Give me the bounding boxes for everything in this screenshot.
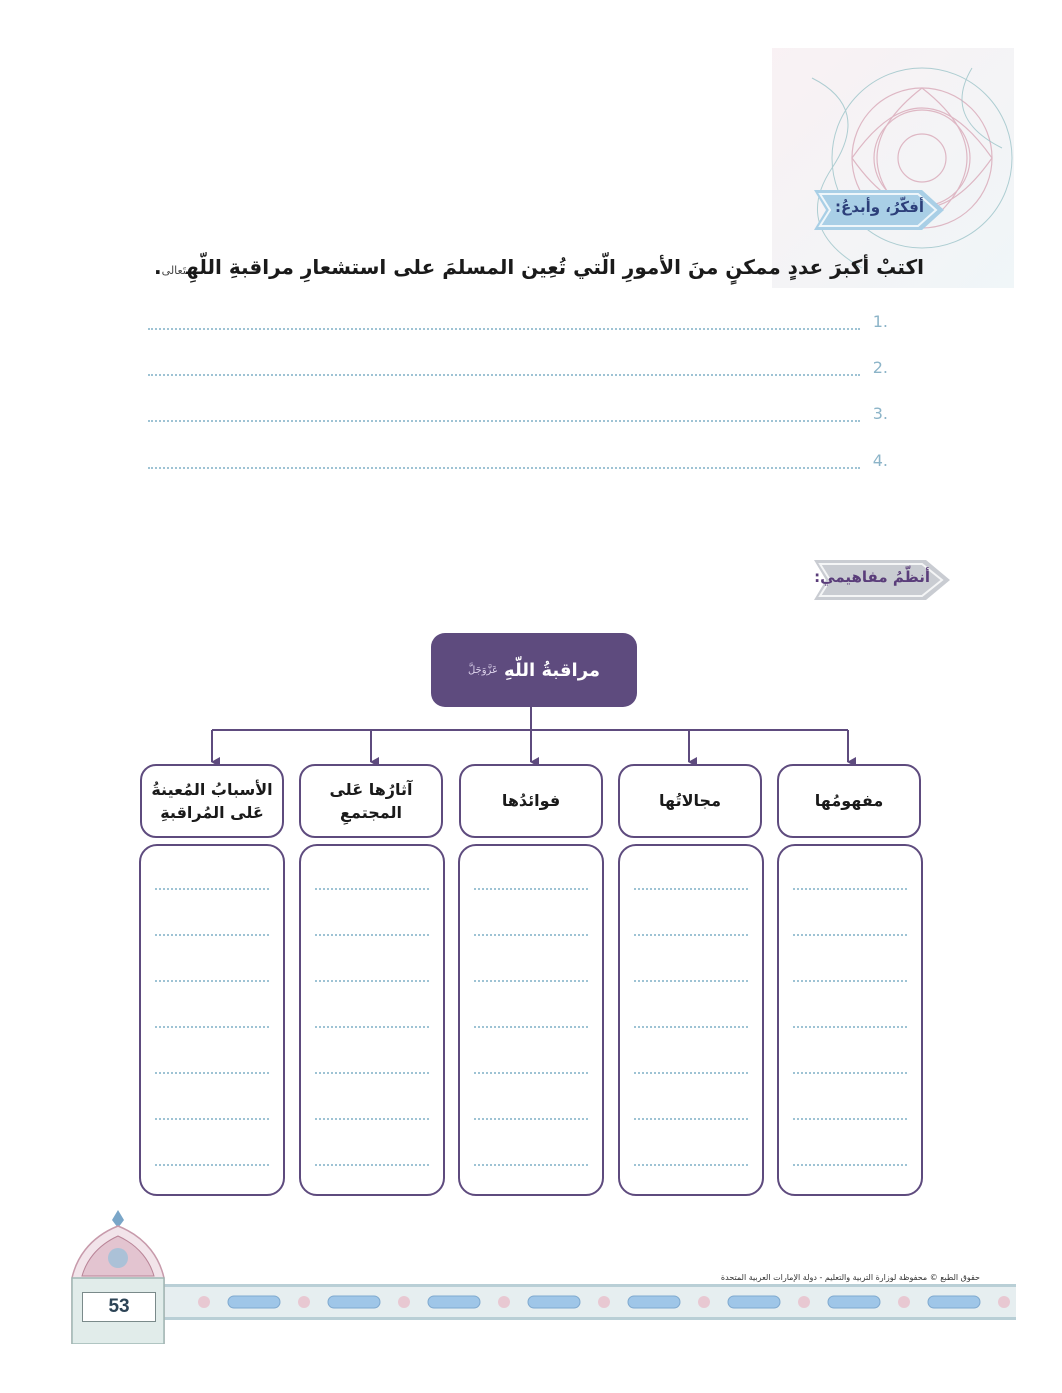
answer-column-helping-causes[interactable] bbox=[139, 844, 285, 1196]
dotted-line bbox=[148, 467, 860, 469]
answer-number: .1 bbox=[872, 312, 888, 331]
organize-concepts-banner bbox=[806, 556, 952, 604]
root-label: مراقبةُ اللّهِ bbox=[504, 659, 601, 681]
answer-column-society-effects[interactable] bbox=[299, 844, 445, 1196]
corner-ornament bbox=[772, 48, 1014, 288]
instruction-text bbox=[154, 255, 924, 279]
dotted-line bbox=[148, 328, 860, 330]
answer-column-benefits[interactable] bbox=[458, 844, 604, 1196]
answer-number: .4 bbox=[872, 451, 888, 470]
answer-column-concept[interactable] bbox=[777, 844, 923, 1196]
dotted-line bbox=[148, 374, 860, 376]
footer-decorative-strip bbox=[160, 1284, 1016, 1320]
answer-number: .2 bbox=[872, 358, 888, 377]
think-create-label: أفكّرُ، وأبدعُ: bbox=[835, 198, 924, 216]
answer-number: .3 bbox=[872, 404, 888, 423]
page-number: 53 bbox=[82, 1292, 156, 1322]
copyright-text: حقوق الطبع © محفوظة لوزارة التربية والتعليم - دولة الإمارات العربية المتحدة bbox=[720, 1273, 980, 1282]
root-honorific: عَزَّوَجَلَّ bbox=[467, 664, 499, 676]
answer-line-2[interactable] bbox=[148, 358, 888, 382]
column-header-helping-causes: الأسبابُ المُعينةُ عَلى المُراقبةِ bbox=[140, 764, 284, 838]
answer-line-4[interactable] bbox=[148, 451, 888, 475]
concept-map-root bbox=[431, 633, 637, 707]
page-number-ornament bbox=[68, 1208, 168, 1344]
think-create-banner bbox=[806, 186, 946, 234]
column-header-concept: مفهومُها bbox=[777, 764, 921, 838]
answer-line-1[interactable] bbox=[148, 312, 888, 336]
instruction-end: . bbox=[154, 255, 162, 279]
column-header-benefits: فوائدُها bbox=[459, 764, 603, 838]
answer-column-domains[interactable] bbox=[618, 844, 764, 1196]
answer-line-3[interactable] bbox=[148, 404, 888, 428]
column-header-domains: مجالاتُها bbox=[618, 764, 762, 838]
instruction-honorific: تَعالى bbox=[161, 264, 187, 277]
instruction-main: اكتبْ أكبرَ عددٍ ممكنٍ منَ الأمورِ الّتي تُعِين المسلمَ على استشعارِ مراقبةِ اللّهِ bbox=[186, 255, 924, 279]
dotted-line bbox=[148, 420, 860, 422]
organize-concepts-label: أنظّمُ مفاهيمي: bbox=[814, 568, 930, 586]
column-header-society-effects: آثارُها عَلى المجتمعِ bbox=[299, 764, 443, 838]
